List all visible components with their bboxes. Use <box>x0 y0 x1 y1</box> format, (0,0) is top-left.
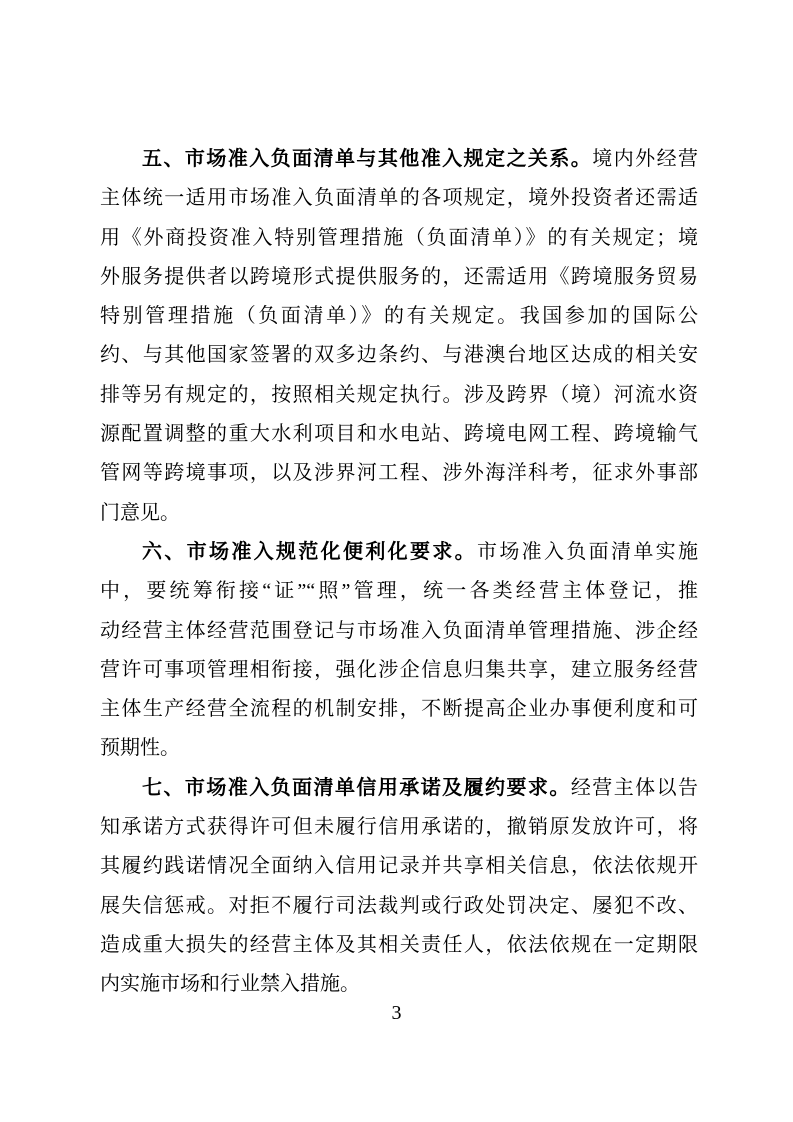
heading-line-rest: 境内外经营 <box>592 148 698 170</box>
text-line <box>100 533 698 572</box>
text-line <box>100 140 698 179</box>
text-line: 展失信惩戒。对拒不履行司法裁判或行政处罚决定、屡犯不改、 <box>100 894 698 917</box>
page-number: 3 <box>391 1002 402 1024</box>
text-line: 特别管理措施（负面清单）》的有关规定。我国参加的国际公 <box>100 305 698 328</box>
text-line: 营许可事项管理相衔接，强化涉企信息归集共享，建立服务经营 <box>100 658 698 681</box>
section-heading: 六、市场准入规范化便利化要求。 <box>142 540 477 563</box>
text-line: 预期性。 <box>100 737 180 760</box>
text-line: 中，要统筹衔接“证”“照”管理，统一各类经营主体登记，推 <box>100 580 698 603</box>
text-line: 源配置调整的重大水利项目和水电站、跨境电网工程、跨境输气 <box>100 423 698 446</box>
text-line: 造成重大损失的经营主体及其相关责任人，依法依规在一定期限 <box>100 933 698 956</box>
text-line: 排等另有规定的，按照相关规定执行。涉及跨界（境）河流水资 <box>100 383 698 406</box>
paragraph-section-7 <box>100 769 698 1005</box>
text-line: 主体生产经营全流程的机制安排，不断提高企业办事便利度和可 <box>100 698 698 721</box>
document-body <box>100 140 698 1005</box>
text-line <box>100 769 698 808</box>
text-line: 动经营主体经营范围登记与市场准入负面清单管理措施、涉企经 <box>100 619 698 642</box>
text-line: 其履约践诺情况全面纳入信用记录并共享相关信息，依法依规开 <box>100 855 698 878</box>
text-line: 知承诺方式获得许可但未履行信用承诺的，撤销原发放许可，将 <box>100 816 698 839</box>
heading-line-rest: 经营主体以告 <box>570 776 698 799</box>
text-line: 用《外商投资准入特别管理措施（负面清单）》的有关规定；境 <box>100 226 698 249</box>
text-line: 内实施市场和行业禁入措施。 <box>100 973 360 996</box>
text-line: 管网等跨境事项，以及涉界河工程、涉外海洋科考，征求外事部 <box>100 462 698 485</box>
text-line: 主体统一适用市场准入负面清单的各项规定，境外投资者还需适 <box>100 187 698 210</box>
text-line: 约、与其他国家签署的双多边条约、与港澳台地区达成的相关安 <box>100 344 698 367</box>
text-line: 门意见。 <box>100 501 180 524</box>
heading-line-rest: 市场准入负面清单实施 <box>477 540 698 563</box>
text-line: 外服务提供者以跨境形式提供服务的，还需适用《跨境服务贸易 <box>100 265 698 288</box>
paragraph-section-5 <box>100 140 698 533</box>
paragraph-section-6 <box>100 533 698 769</box>
section-heading: 五、市场准入负面清单与其他准入规定之关系。 <box>142 148 593 170</box>
section-heading: 七、市场准入负面清单信用承诺及履约要求。 <box>142 776 571 799</box>
